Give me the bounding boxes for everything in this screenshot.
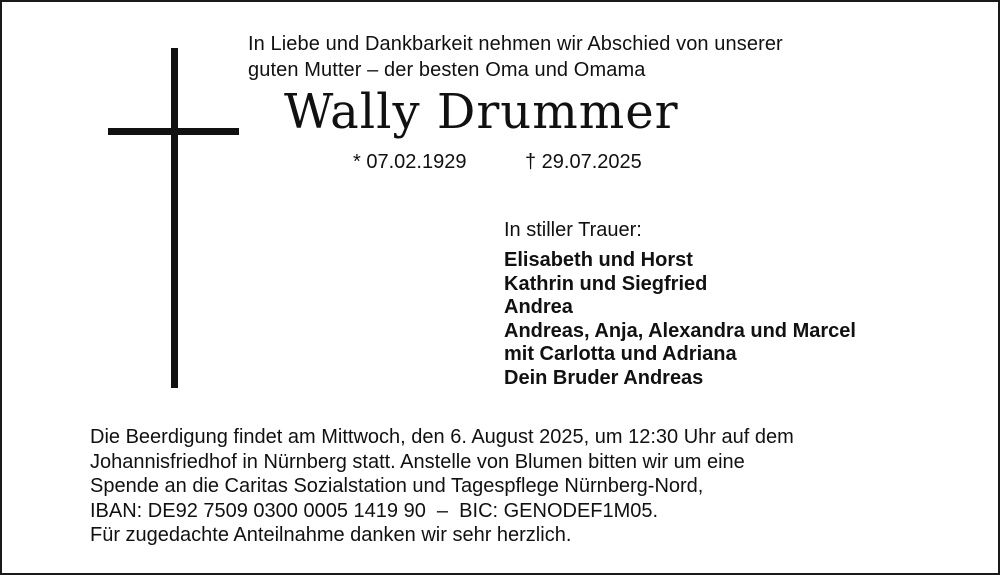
- cross-horizontal-bar: [108, 128, 239, 135]
- death-date: † 29.07.2025: [525, 151, 642, 173]
- birth-date: * 07.02.1929: [353, 151, 467, 173]
- funeral-notice: [90, 425, 794, 548]
- intro-line: guten Mutter – der besten Oma und Omama: [248, 59, 646, 81]
- mourner-line: Elisabeth und Horst: [504, 249, 693, 271]
- mourner-line: Andreas, Anja, Alexandra und Marcel: [504, 319, 856, 342]
- mourner-line: Kathrin und Siegfried: [504, 272, 708, 295]
- cross-vertical-bar: [171, 48, 178, 388]
- notice-line: IBAN: DE92 7509 0300 0005 1419 90 – BIC: GENODEF1M05.: [90, 499, 659, 522]
- mourner-line: mit Carlotta und Adriana: [504, 343, 737, 365]
- deceased-name: Wally Drummer: [284, 84, 679, 140]
- notice-line: Spende an die Caritas Sozialstation und Tagespflege Nürnberg-Nord,: [90, 475, 704, 497]
- mourners-list: [504, 249, 856, 390]
- mourner-line: Andrea: [504, 296, 573, 318]
- mourner-line: Dein Bruder Andreas: [504, 366, 704, 389]
- intro-text: [248, 31, 783, 83]
- notice-line: Für zugedachte Anteilnahme danken wir sehr herzlich.: [90, 524, 572, 546]
- notice-line: Die Beerdigung findet am Mittwoch, den 6. August 2025, um 12:30 Uhr auf dem: [90, 426, 794, 448]
- intro-line: In Liebe und Dankbarkeit nehmen wir Abschied von unserer: [248, 33, 783, 55]
- notice-line: Johannisfriedhof in Nürnberg statt. Anstelle von Blumen bitten wir um eine: [90, 450, 745, 473]
- mourning-label: In stiller Trauer:: [504, 219, 642, 241]
